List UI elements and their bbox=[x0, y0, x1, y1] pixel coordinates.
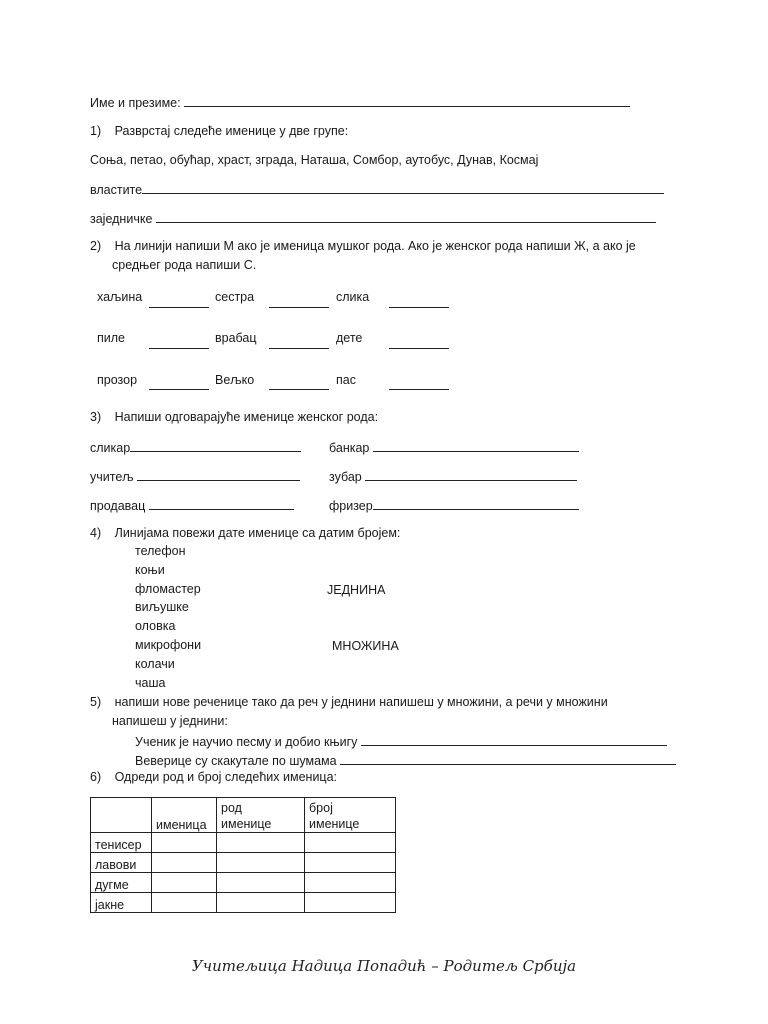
name-blank[interactable] bbox=[184, 94, 630, 107]
table-row bbox=[91, 853, 396, 873]
table-row bbox=[91, 893, 396, 913]
q5-number: 5) bbox=[90, 695, 102, 709]
q3-left-1: учитељ bbox=[90, 470, 134, 484]
table-cell-noun: дугме bbox=[91, 873, 152, 893]
table-cell[interactable] bbox=[305, 833, 396, 853]
table-cell[interactable] bbox=[217, 833, 305, 853]
q4-word[interactable]: фломастер bbox=[135, 581, 201, 596]
q3-title-text: Напиши одговарајуће именице женског рода: bbox=[114, 410, 379, 424]
q4-word[interactable]: телефон bbox=[135, 544, 186, 558]
table-row bbox=[91, 833, 396, 853]
footer-credit: Учитељица Надица Попадић – Родитељ Србија bbox=[191, 957, 577, 975]
table-header-row bbox=[91, 798, 396, 833]
table-cell[interactable] bbox=[217, 893, 305, 913]
q3-right-1: зубар bbox=[329, 470, 362, 484]
table-cell[interactable] bbox=[152, 893, 217, 913]
q3-left-2: продавац bbox=[90, 499, 146, 513]
q3-right-blank-2[interactable] bbox=[373, 497, 579, 510]
header-text: именице bbox=[309, 817, 360, 831]
q5-line2: напишеш у једнини: bbox=[112, 714, 228, 728]
q2-blank-0-0[interactable] bbox=[149, 306, 209, 308]
q2-word-0-2: слика bbox=[336, 290, 370, 304]
q5-sentence-0: Ученик је научио песму и добио књигу bbox=[135, 735, 358, 749]
q3-right-0: банкар bbox=[329, 441, 370, 455]
q2-blank-1-2[interactable] bbox=[389, 347, 449, 349]
table-cell[interactable] bbox=[305, 873, 396, 893]
q5-line1: напиши нове реченице тако да реч у једнини напишеш у множини, а речи у множини bbox=[114, 695, 608, 709]
q2-blank-1-1[interactable] bbox=[269, 347, 329, 349]
q2-word-2-2: пас bbox=[336, 373, 356, 387]
q4-word[interactable]: виљушке bbox=[135, 600, 189, 615]
table-cell[interactable] bbox=[217, 853, 305, 873]
q3-right-blank-1[interactable] bbox=[365, 468, 577, 481]
q3-left-row-1 bbox=[90, 468, 300, 484]
header-text: број bbox=[309, 801, 333, 815]
q1-title-text: Разврстај следеће именице у две групе: bbox=[114, 124, 349, 138]
q3-left-0: сликар bbox=[90, 441, 131, 455]
q6-number: 6) bbox=[90, 770, 102, 784]
table-cell[interactable] bbox=[152, 833, 217, 853]
q5-sentence-1: Веверице су скакутале по шумама bbox=[135, 754, 337, 768]
q2-word-1-1: врабац bbox=[215, 331, 257, 345]
q2-word-1-0: пиле bbox=[97, 331, 125, 345]
q1-proper-label: властите bbox=[90, 183, 143, 197]
table-cell[interactable] bbox=[217, 873, 305, 893]
q4-word[interactable]: коњи bbox=[135, 562, 165, 577]
table-cell[interactable] bbox=[305, 893, 396, 913]
q5-sentence-blank-1[interactable] bbox=[340, 752, 676, 765]
name-row bbox=[90, 94, 630, 110]
q6-table bbox=[90, 797, 396, 913]
table-header-cell bbox=[152, 798, 217, 833]
q2-blank-2-0[interactable] bbox=[149, 388, 209, 390]
q6-title-text: Одреди род и број следећих именица: bbox=[114, 770, 338, 784]
table-cell-noun: тенисер bbox=[91, 833, 152, 853]
q6-title bbox=[90, 770, 337, 784]
q1-number: 1) bbox=[90, 124, 102, 138]
q3-right-2: фризер bbox=[329, 499, 373, 513]
q5-sentence-row-1 bbox=[135, 752, 676, 768]
q4-singular[interactable]: ЈЕДНИНА bbox=[327, 583, 386, 597]
q4-title bbox=[90, 526, 400, 540]
q3-left-blank-2[interactable] bbox=[149, 497, 294, 510]
q3-right-row-1 bbox=[329, 468, 577, 484]
q2-word-1-2: дете bbox=[336, 331, 363, 345]
q5-sentence-row-0 bbox=[135, 733, 667, 749]
name-label: Име и презиме: bbox=[90, 96, 181, 110]
q3-title bbox=[90, 410, 378, 424]
q4-number: 4) bbox=[90, 526, 102, 540]
q4-word[interactable]: микрофони bbox=[135, 637, 202, 652]
q3-left-row-2 bbox=[90, 497, 294, 513]
header-text: род bbox=[221, 801, 242, 815]
q2-blank-2-2[interactable] bbox=[389, 388, 449, 390]
q1-proper-row bbox=[90, 181, 664, 197]
q2-blank-2-1[interactable] bbox=[269, 388, 329, 390]
q2-word-0-1: сестра bbox=[215, 290, 255, 304]
q3-left-blank-1[interactable] bbox=[137, 468, 300, 481]
table-header-cell bbox=[305, 798, 396, 833]
table-cell[interactable] bbox=[152, 873, 217, 893]
q4-word[interactable]: колачи bbox=[135, 656, 175, 671]
header-text: именица bbox=[156, 818, 207, 832]
q1-title bbox=[90, 124, 348, 138]
q3-right-blank-0[interactable] bbox=[373, 439, 579, 452]
q1-words: Соња, петао, обућар, храст, зграда, Наташа, Сомбор, аутобус, Дунав, Космај bbox=[90, 153, 539, 167]
q1-common-row bbox=[90, 210, 656, 226]
table-row bbox=[91, 873, 396, 893]
table-cell[interactable] bbox=[152, 853, 217, 873]
q1-proper-blank[interactable] bbox=[142, 181, 664, 194]
q4-title-text: Линијама повежи дате именице са датим бројем: bbox=[114, 526, 401, 540]
q2-blank-0-2[interactable] bbox=[389, 306, 449, 308]
q3-right-row-2 bbox=[329, 497, 579, 513]
table-cell-noun: јакне bbox=[91, 893, 152, 913]
table-header-cell bbox=[217, 798, 305, 833]
q1-common-blank[interactable] bbox=[156, 210, 656, 223]
q4-word-list bbox=[135, 544, 201, 694]
q2-blank-0-1[interactable] bbox=[269, 306, 329, 308]
q5-sentence-blank-0[interactable] bbox=[361, 733, 667, 746]
table-cell[interactable] bbox=[305, 853, 396, 873]
header-text: именице bbox=[221, 817, 272, 831]
table-cell-noun: лавови bbox=[91, 853, 152, 873]
q4-word[interactable]: чаша bbox=[135, 675, 166, 690]
q2-word-2-1: Вељко bbox=[215, 373, 255, 387]
table-header-cell bbox=[91, 798, 152, 833]
q2-line1: На линији напиши М ако је именица мушког рода. Ако је женског рода напиши Ж, а ако је bbox=[114, 239, 636, 253]
q2-word-2-0: прозор bbox=[97, 373, 138, 387]
q5-title bbox=[90, 695, 608, 709]
q4-word[interactable]: оловка bbox=[135, 619, 176, 634]
q2-line2: средњег рода напиши С. bbox=[112, 258, 257, 272]
q3-number: 3) bbox=[90, 410, 102, 424]
q2-title bbox=[90, 239, 636, 253]
q1-common-label: заједничке bbox=[90, 212, 153, 226]
q2-word-0-0: хаљина bbox=[97, 290, 143, 304]
q4-plural[interactable]: МНОЖИНА bbox=[332, 639, 399, 653]
q3-left-blank-0[interactable] bbox=[130, 439, 301, 452]
q3-right-row-0 bbox=[329, 439, 579, 455]
q2-blank-1-0[interactable] bbox=[149, 347, 209, 349]
q3-left-row-0 bbox=[90, 439, 301, 455]
q2-number: 2) bbox=[90, 239, 102, 253]
